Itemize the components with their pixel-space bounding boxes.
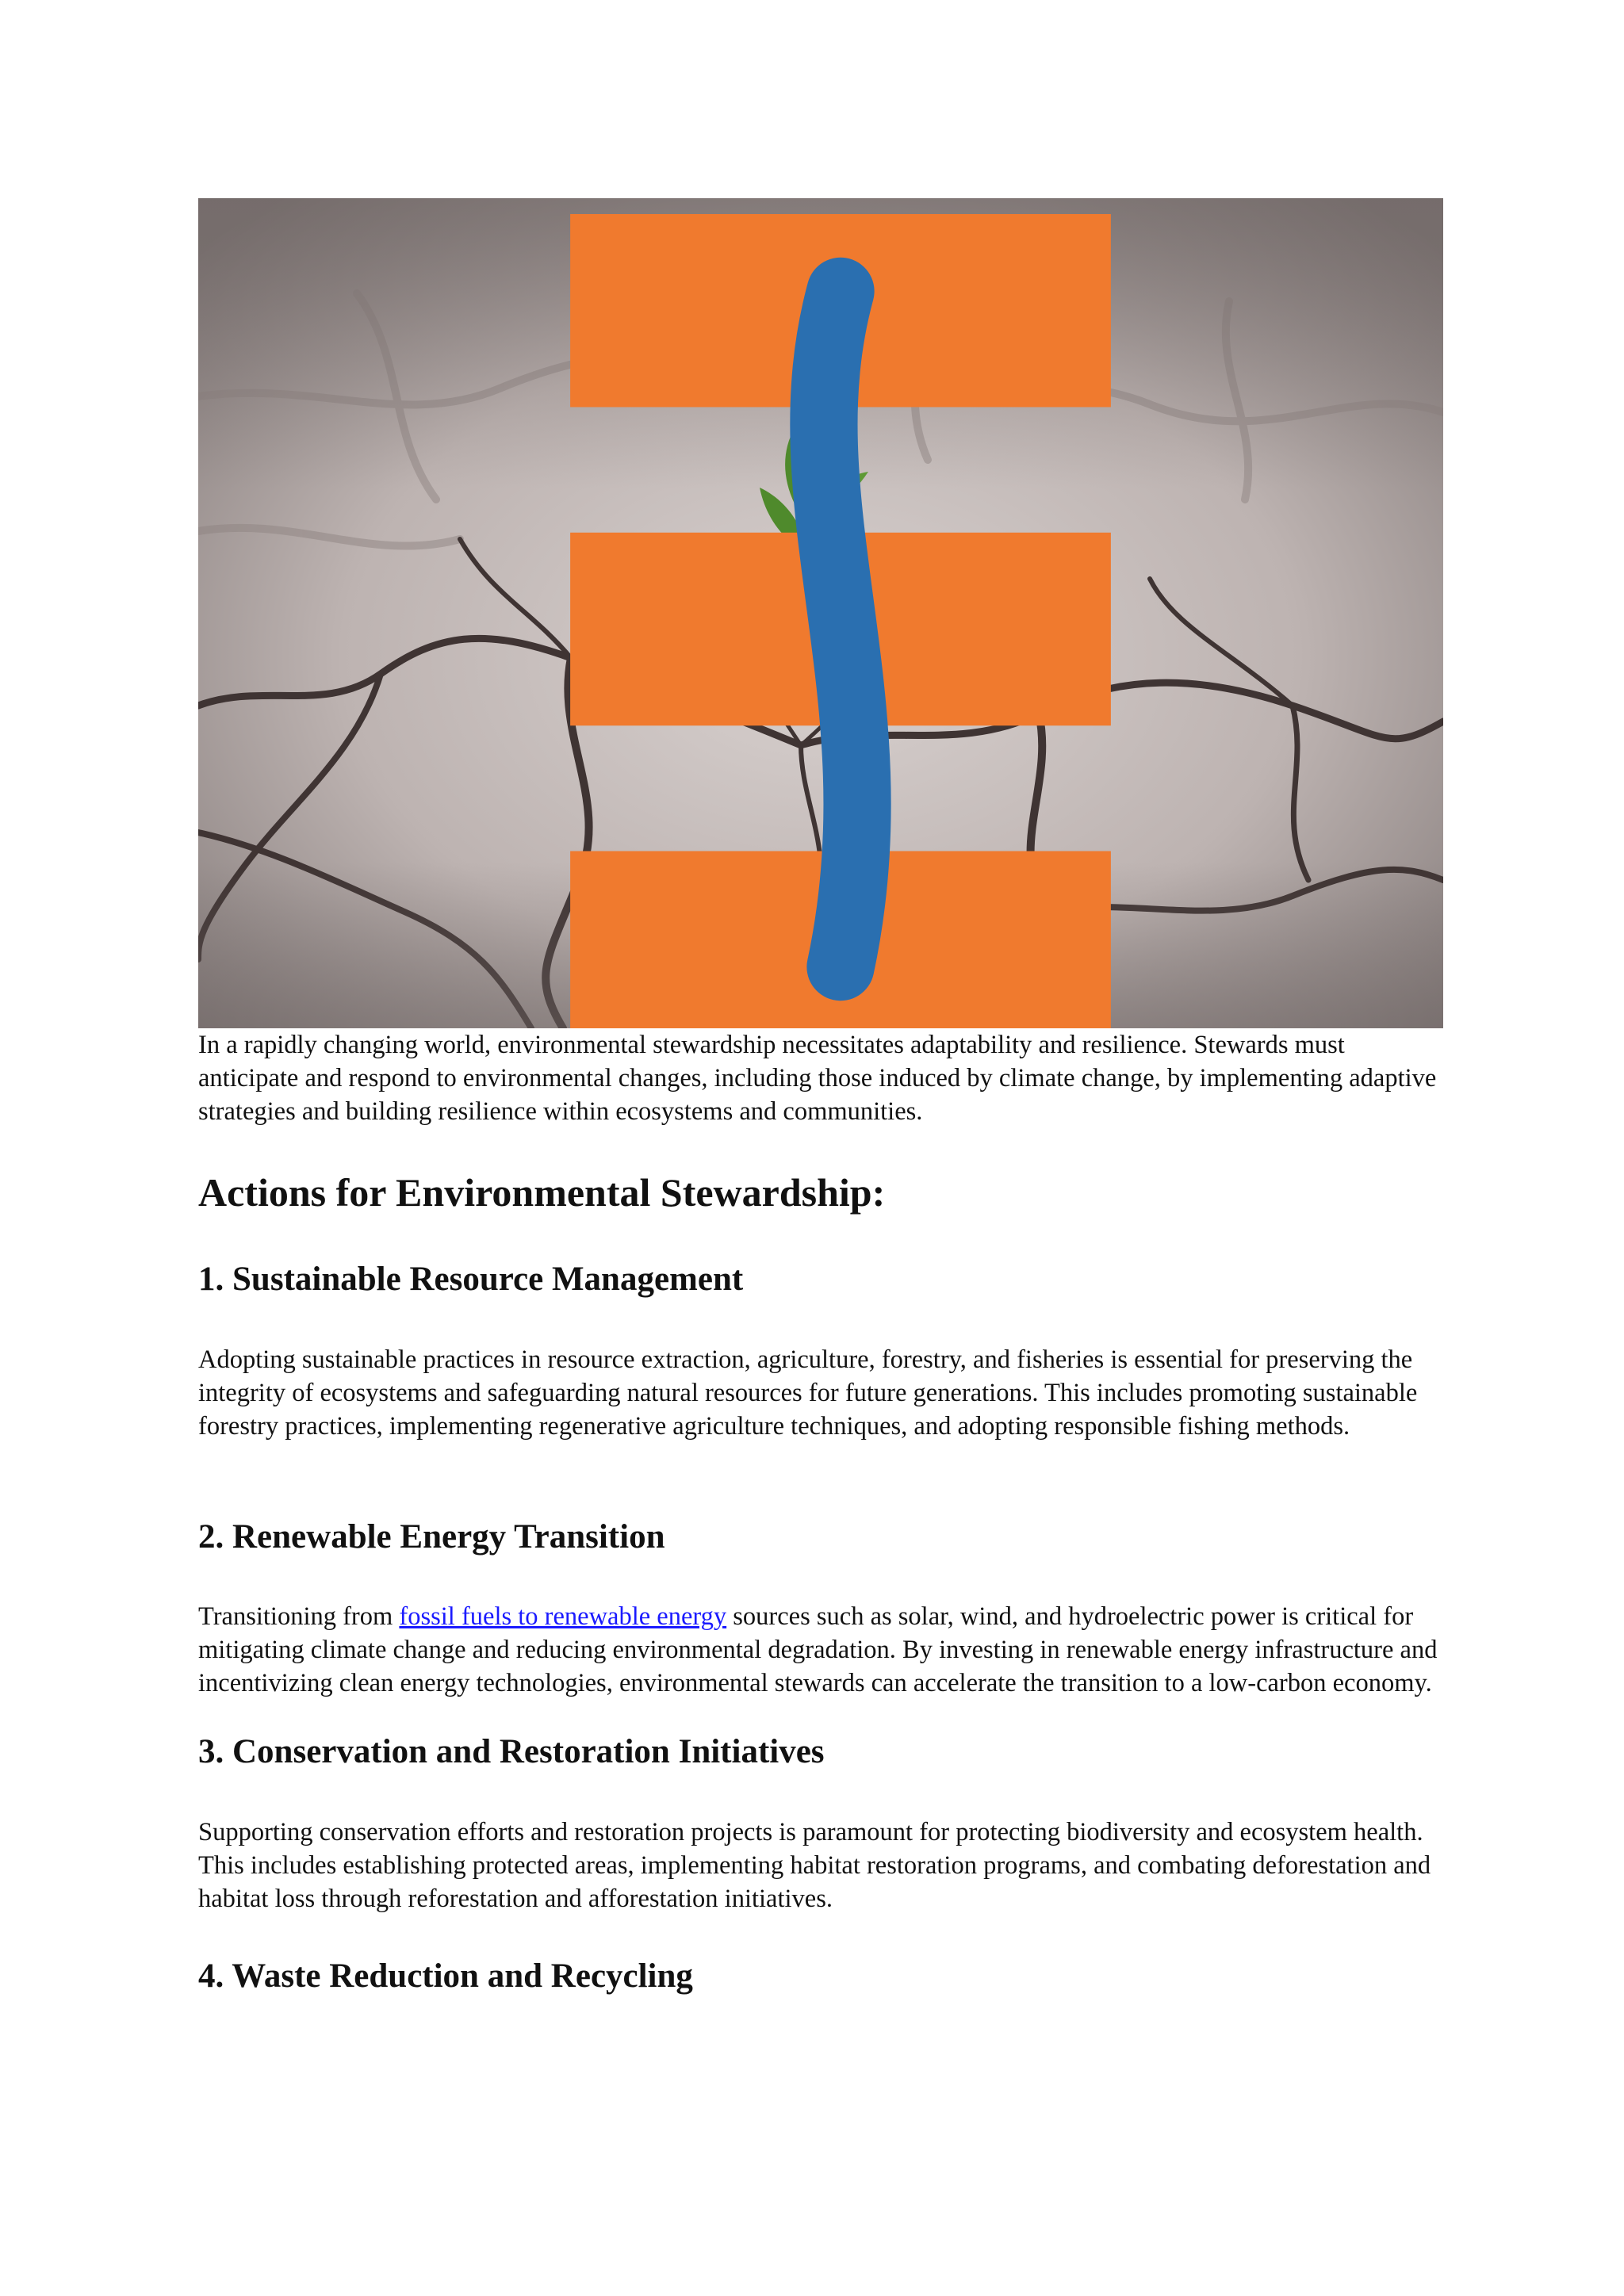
section-body-2-tail: sources such as solar, wind, and hydroelectric power is critical for mitigating climate change and reducing environmental degradation. By investing in renewable energy infrastructure and incentivizing clean energy technologies, environmental stewards can accelerate the transition to a low-carbon economy. [198, 1602, 1438, 1697]
section-heading-1: 1. Sustainable Resource Management [198, 1261, 744, 1298]
intro-paragraph: In a rapidly changing world, environmental stewardship necessitates adaptability and resilience. Stewards must anticipate and respond to environmental changes, including those induced by climate change, by implementing adaptive strategies and building resilience within ecosystems and communities. [198, 1031, 1437, 1126]
section-heading-4: 4. Waste Reduction and Recycling [198, 1957, 693, 1995]
section-body-1: Adopting sustainable practices in resource extraction, agriculture, forestry, and fisheries is essential for preserving the integrity of ecosystems and safeguarding natural resources for future generations. This includes promoting sustainable forestry practices, implementing regenerative agriculture techniques, and adopting responsible fishing methods. [198, 1345, 1418, 1441]
fossil-fuels-link[interactable]: fossil fuels to renewable energy [399, 1602, 727, 1631]
actions-heading: Actions for Environmental Stewardship: [198, 1170, 886, 1215]
section-heading-3: 3. Conservation and Restoration Initiatives [198, 1733, 825, 1770]
section-body-2 [198, 1600, 1443, 1700]
hero-image [198, 198, 1443, 1028]
section-heading-2: 2. Renewable Energy Transition [198, 1518, 665, 1556]
orange-brand-logo-icon [218, 214, 1443, 1028]
section-body-2-lead: Transitioning from [198, 1602, 400, 1631]
section-body-3: Supporting conservation efforts and restoration projects is paramount for protecting biodiversity and ecosystem health. This includes establishing protected areas, implementing habitat restoration programs, and combating deforestation and habitat loss through reforestation and afforestation initiatives. [198, 1818, 1431, 1913]
